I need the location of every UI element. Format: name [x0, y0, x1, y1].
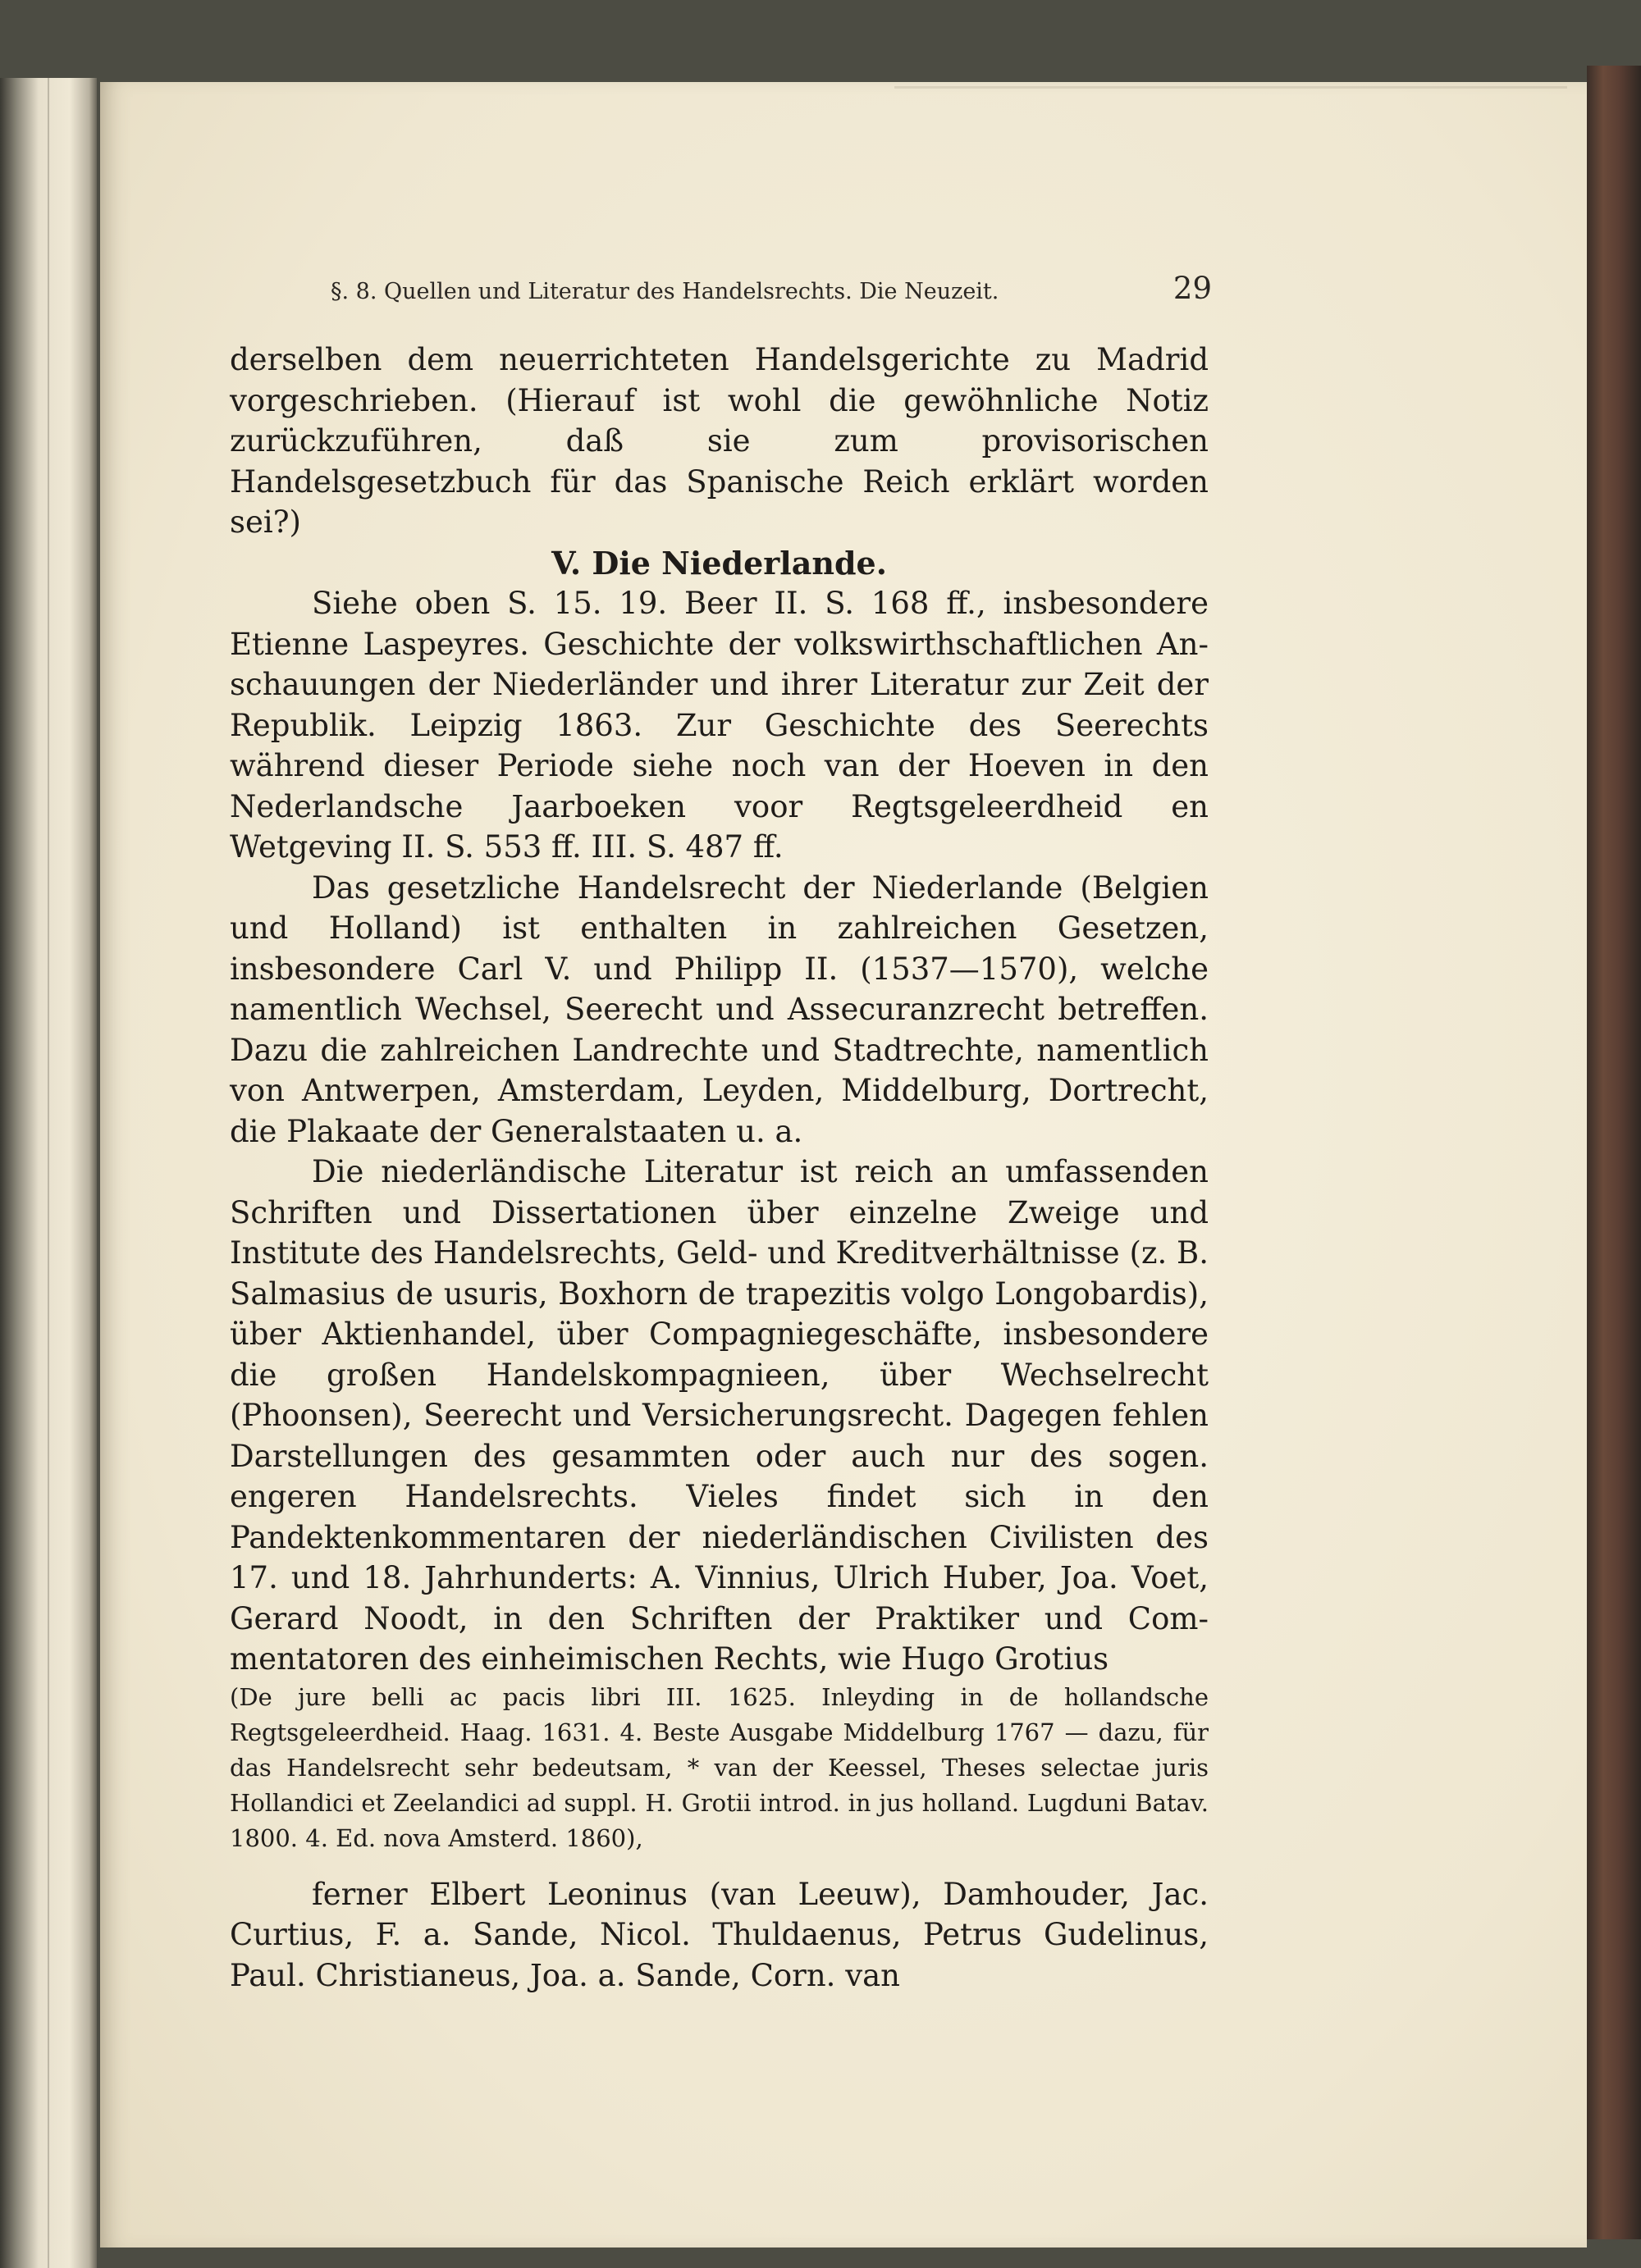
citation: (De jure belli ac pacis libri III. 1625. Inleyding in de hollandsche Regtsgeleerdheid. Haag. 1631. 4. Beste Ausgabe Middelburg 1767 — dazu, für das Handelsrecht sehr bedeutsam, * van der Keessel, Theses selectae juris Hollandici et Zeelandici ad suppl. H. Grotii introd. in jus holland. Lugduni Batav. 1800. 4. Ed. nova Amsterd. 1860), [230, 1682, 1209, 1852]
paragraph-3: Das gesetzliche Handelsrecht der Niederlande (Belgien und Holland) ist enthalten in zahlreichen Gesetzen, insbesondere Carl V. und Philipp II. (1537—1570), welche namentlich Wechsel, Seerecht und Assecuranzrecht betreffen. Dazu die zahlreichen Landrechte und Stadtrechte, namentlich von Antwerpen, Amsterdam, Leyden, Middelburg, Dortrecht, die Plakaate der Generalstaaten u. a. [230, 869, 1209, 1149]
paragraph-2: Siehe oben S. 15. 19. Beer II. S. 168 ff., insbesondere Etienne Laspeyres. Geschichte der volkswirthschaftlichen Anschauungen der Niederländer und ihrer Literatur zur Zeit der Republik. Leipzig 1863. Zur Geschichte des Seerechts während dieser Periode siehe noch van der Hoeven in den Nederlandsche Jaarboeken voor Regtsgeleerdheid en Wetgeving II. S. 553 ff. III. S. 487 ff. [230, 586, 1209, 865]
page-hairline [894, 86, 1567, 89]
page-number: 29 [1172, 271, 1212, 306]
running-title: §. 8. Quellen und Literatur des Handelsrechts. Die Neuzeit. [331, 279, 999, 304]
section-heading: V. Die Niederlande. [551, 544, 887, 582]
paragraph-1: derselben dem neuerrichteten Handelsgerichte zu Madrid vorgeschrieben. (Hierauf ist wohl die gewöhnliche Notiz zurückzuführen, daß sie zum provisorischen Handelsgesetzbuch für das Spanische Reich erklärt worden sei?) [230, 342, 1209, 540]
paragraph-5: ferner Elbert Leoninus (van Leeuw), Damhouder, Jac. Curtius, F. a. Sande, Nicol. Thuldaenus, Petrus Gudelinus, Paul. Christianeus, Joa. a. Sande, Corn. van [230, 1876, 1209, 1993]
book-spine [1587, 66, 1641, 2239]
paragraph-4: Die niederländische Literatur ist reich an umfassenden Schriften und Dissertationen über einzelne Zweige und Institute des Handelsrechts, Geld- und Kreditverhältnisse (z. B. Salmasius de usuris, Boxhorn de trapezitis volgo Longobardis), über Aktienhandel, über Compagniegeschäfte, insbesondere die großen Handelskompagnieen, über Wechselrecht (Phoonsen), Seerecht und Versicherungsrecht. Dagegen fehlen Darstellungen des gesammten oder auch nur des sogen. engeren Handelsrechts. Vieles findet sich in den Pandektenkommentaren der niederländischen Civilisten des 17. und 18. Jahrhunderts: A. Vinnius, Ulrich Huber, Joa. Voet, Gerard Noodt, in den Schriften der Praktiker und Commentatoren des einheimischen Rechts, wie Hugo Grotius [230, 1154, 1209, 1677]
page-header [232, 271, 1212, 312]
page-body [230, 340, 1209, 1996]
left-book-edge [0, 78, 97, 2268]
